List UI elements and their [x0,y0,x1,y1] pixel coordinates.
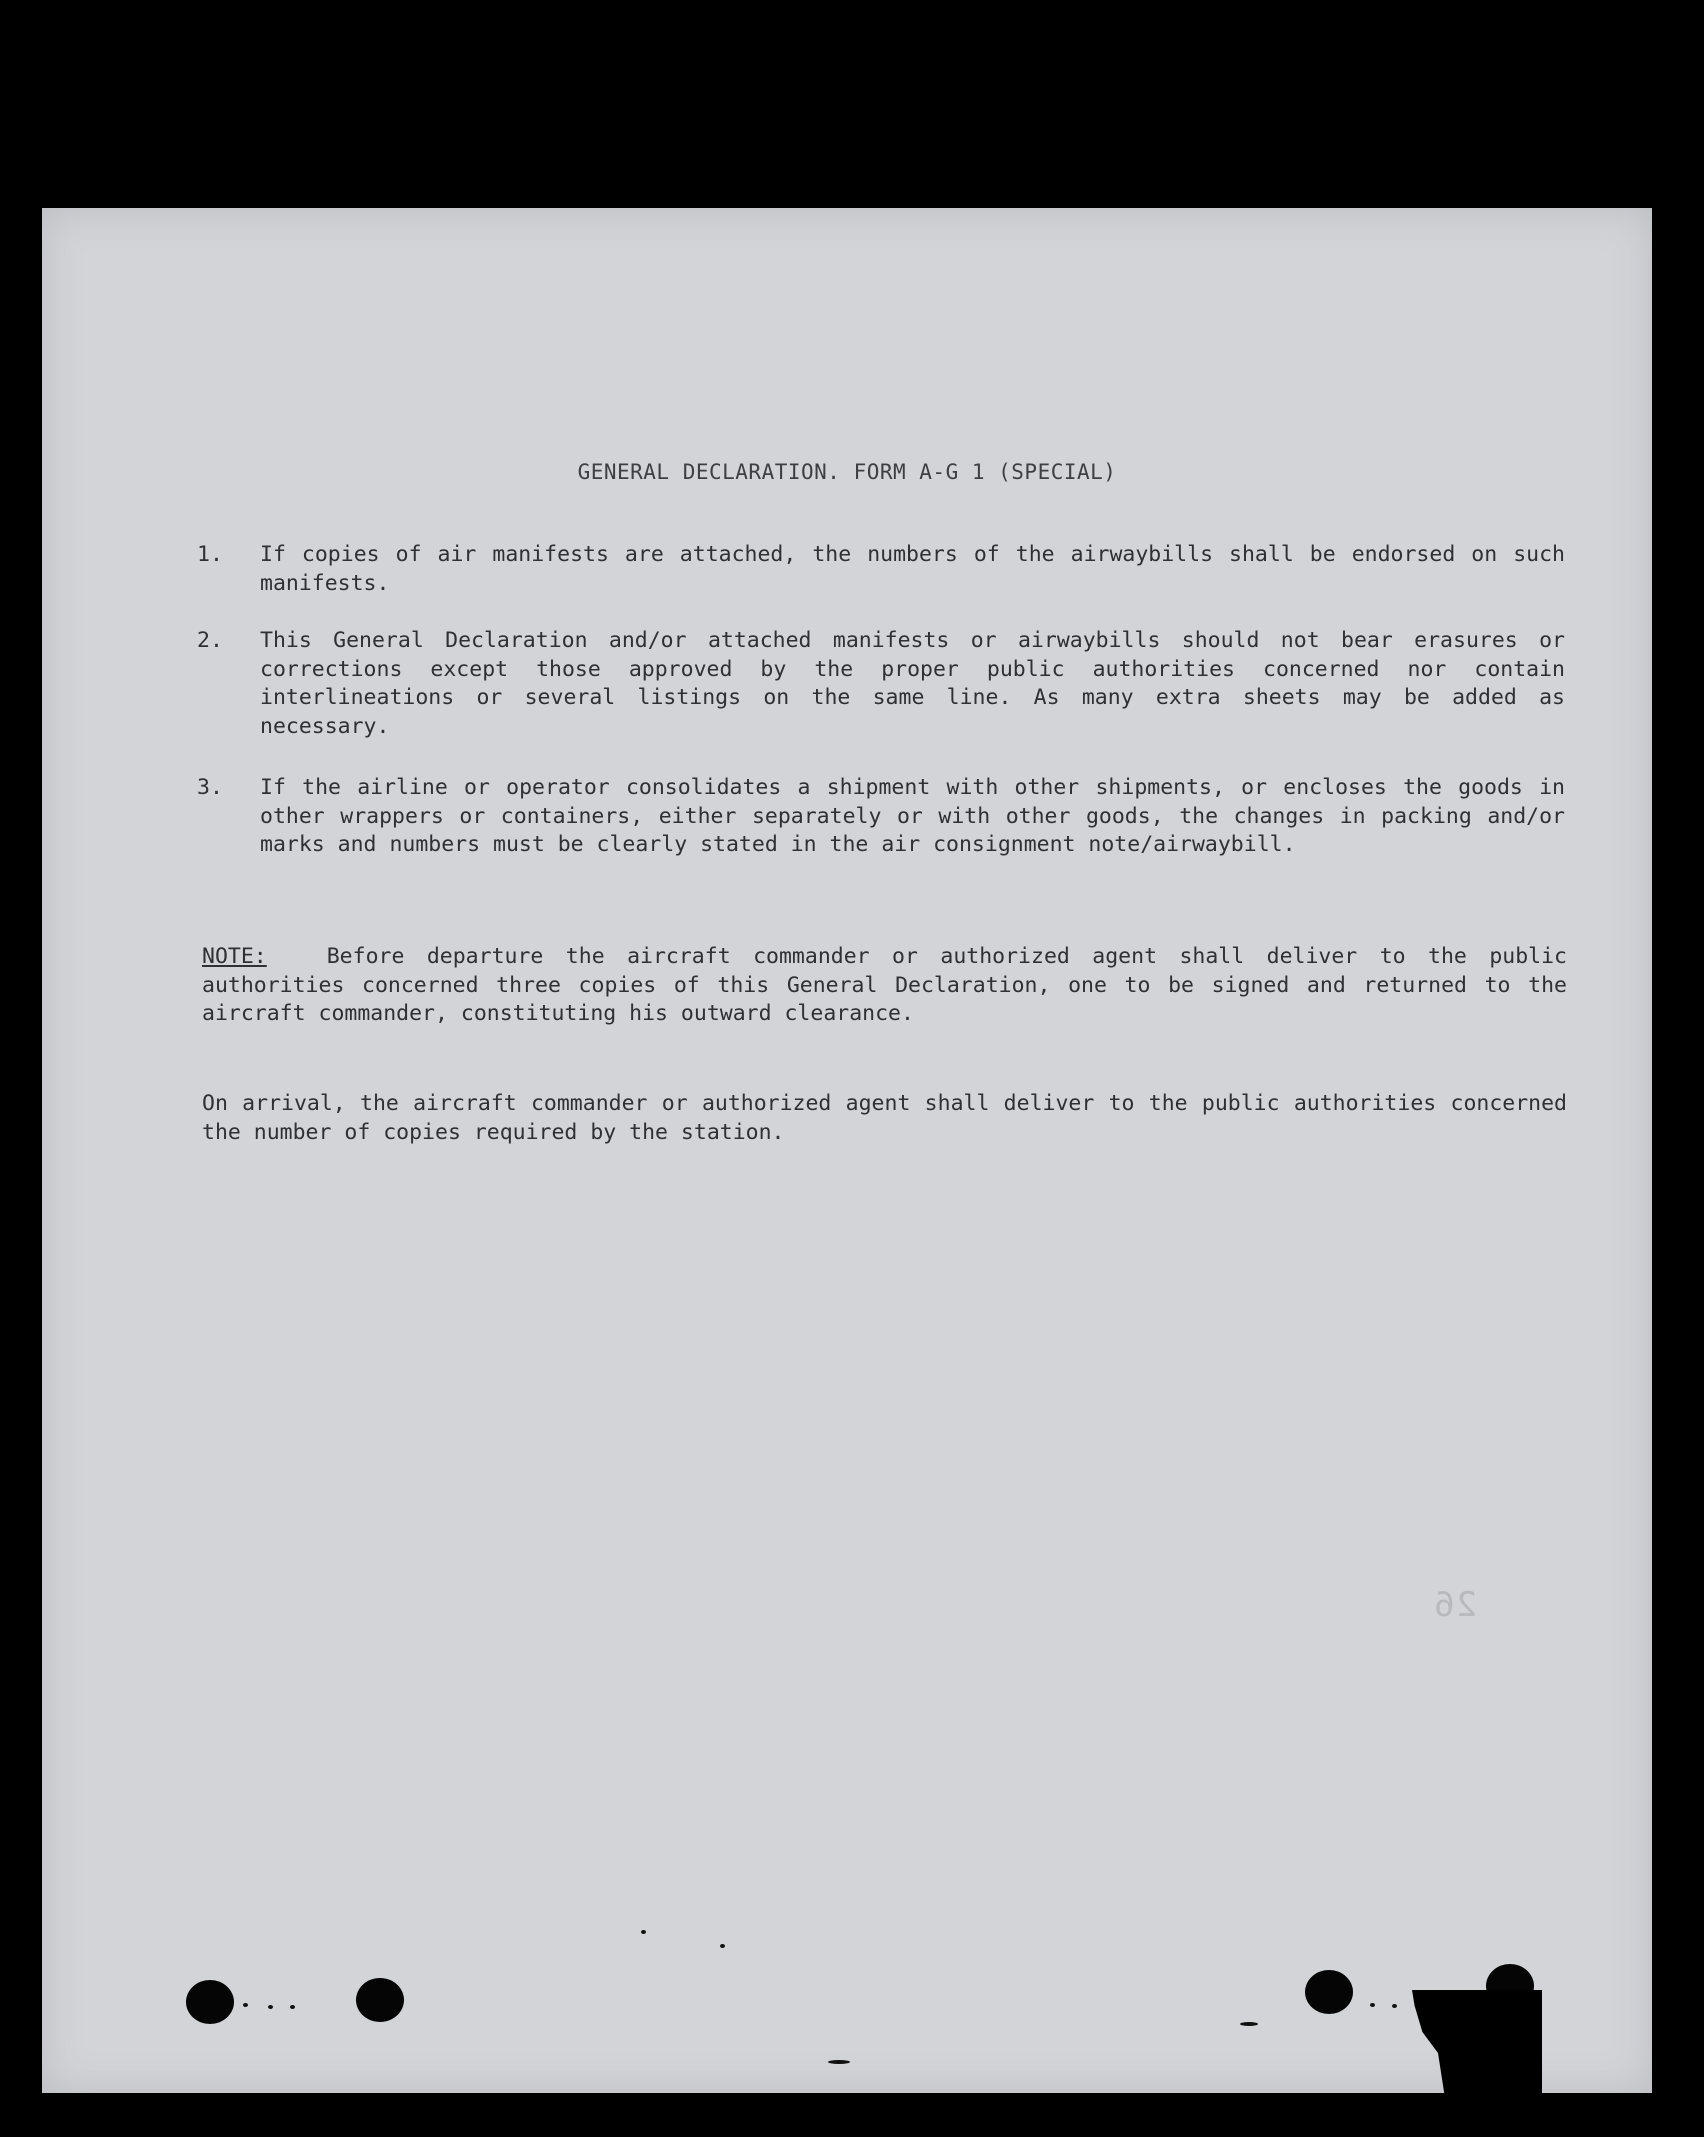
speck-icon [720,1944,725,1948]
note-label: NOTE: [202,944,267,969]
speck-icon [268,2005,273,2009]
item-number: 1. [197,542,223,567]
instruction-item-1 [197,541,1567,601]
document-page [42,208,1652,2093]
speck-icon [290,2005,295,2009]
item-text: If the airline or operator consolidates a shipment with other shipments, or encloses the goods in other wrappers or containers, either separately or with other goods, the changes in packing and/or marks and numbers must be clearly stated in the air consignment note/airwaybill. [260,775,1565,857]
speck-icon [641,1930,646,1934]
document-title: GENERAL DECLARATION. FORM A-G 1 (SPECIAL) [577,460,1117,484]
item-text: This General Declaration and/or attached manifests or airwaybills should not bear erasures or corrections except those approved by the proper public authorities concerned nor contain interlineations or several listings on the same line. As many extra sheets may be added as necessary. [260,628,1565,739]
speck-icon [828,2060,850,2064]
arrival-paragraph: On arrival, the aircraft commander or authorized agent shall deliver to the public authorities concerned the number of copies required by the station. [202,1091,1567,1145]
binder-hole-icon [356,1978,404,2022]
binder-hole-icon [186,1980,234,2024]
instruction-item-3 [197,774,1567,894]
page-stamp: 26 [1432,1585,1477,1625]
item-text: If copies of air manifests are attached, the numbers of the airwaybills shall be endorsed on such manifests. [260,542,1565,596]
instruction-item-2 [197,627,1567,747]
note-text: Before departure the aircraft commander or authorized agent shall deliver to the public authorities concerned three copies of this General Declaration, one to be signed and returned to the aircraft commander, constituting his outward clearance. [202,944,1567,1026]
speck-icon [1370,2003,1375,2007]
item-number: 2. [197,628,223,653]
speck-icon [243,2003,248,2007]
speck-icon [1392,2004,1397,2008]
speck-icon [1240,2022,1258,2026]
note-paragraph [202,943,1567,1029]
item-number: 3. [197,775,223,800]
binder-hole-icon [1305,1970,1353,2014]
